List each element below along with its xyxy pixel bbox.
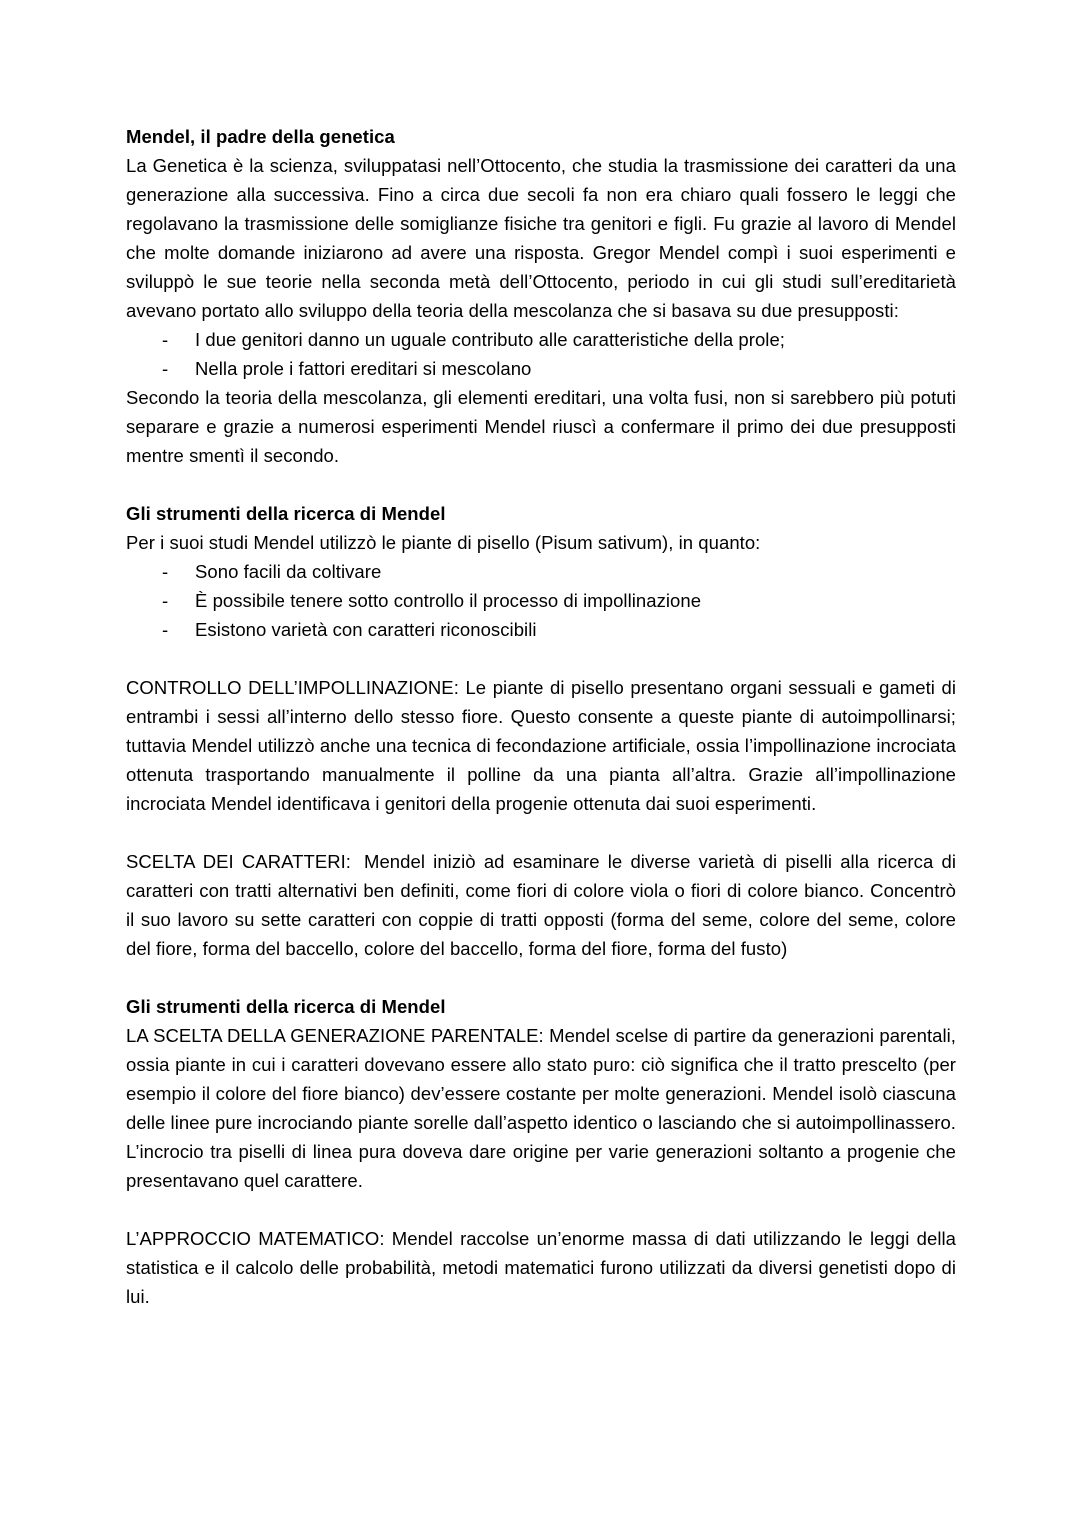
section-scelta-caratteri-paragraph [126, 847, 956, 963]
list-item [126, 615, 956, 644]
paragraph-spacer [126, 644, 956, 673]
list-item-label: Esistono varietà con caratteri riconoscibili [195, 619, 537, 640]
paragraph-spacer [126, 470, 956, 499]
bullet-dash-icon: - [162, 561, 169, 582]
list-item-label: I due genitori danno un uguale contributo alle caratteristiche della prole; [195, 329, 785, 350]
list-item-label: È possibile tenere sotto controllo il processo di impollinazione [195, 590, 702, 611]
bullet-dash-icon: - [162, 619, 169, 640]
list-item-label: Sono facili da coltivare [195, 561, 382, 582]
paragraph-spacer [126, 1195, 956, 1224]
section-heading-strumenti-ricerca-1: Gli strumenti della ricerca di Mendel [126, 503, 446, 524]
document-body [126, 122, 956, 1311]
paragraph-spacer [126, 818, 956, 847]
section-1-paragraph-2: Secondo la teoria della mescolanza, gli elementi ereditari, una volta fusi, non si sarebbero più potuti separare e grazie a numerosi esperimenti Mendel riuscì a confermare il primo dei due presupposti mentre smentì il secondo. [126, 387, 956, 466]
section-approccio-matematico-paragraph: L’APPROCCIO MATEMATICO: Mendel raccolse un’enorme massa di dati utilizzando le leggi della statistica e il calcolo delle probabilità, metodi matematici furono utilizzati da diversi genetisti dopo di lui. [126, 1228, 956, 1307]
list-item [126, 557, 956, 586]
list-item-label: Nella prole i fattori ereditari si mescolano [195, 358, 532, 379]
bullet-dash-icon: - [162, 358, 169, 379]
section-heading-strumenti-ricerca-2: Gli strumenti della ricerca di Mendel [126, 996, 446, 1017]
paragraph-spacer [126, 963, 956, 992]
section-1-paragraph-1: La Genetica è la scienza, sviluppatasi nell’Ottocento, che studia la trasmissione dei caratteri da una generazione alla successiva. Fino a circa due secoli fa non era chiaro quali fossero le leggi che regolavano la trasmissione delle somiglianze fisiche tra genitori e figli. Fu grazie al lavoro di Mendel che molte domande iniziarono ad avere una risposta. Gregor Mendel compì i suoi esperimenti e sviluppò le sue teorie nella seconda metà dell’Ottocento, periodo in cui gli studi sull’ereditarietà avevano portato allo sviluppo della teoria della mescolanza che si basava su due presupposti: [126, 155, 956, 321]
list-item [126, 586, 956, 615]
section-2-paragraph-1: Per i suoi studi Mendel utilizzò le piante di pisello (Pisum sativum), in quanto: [126, 532, 761, 553]
section-1-bullet-list [126, 325, 956, 383]
bullet-dash-icon: - [162, 329, 169, 350]
section-heading-mendel-padre-genetica: Mendel, il padre della genetica [126, 126, 395, 147]
section-2-bullet-list [126, 557, 956, 644]
section-5-paragraph-1: LA SCELTA DELLA GENERAZIONE PARENTALE: Mendel scelse di partire da generazioni parentali, ossia piante in cui i caratteri dovevano essere allo stato puro: ciò significa che il tratto prescelto (per esempio il colore del fiore bianco) dev’essere costante per molte generazioni. Mendel isolò ciascuna delle linee pure incrociando piante sorelle dall’aspetto identico o lasciando che si autoimpollinassero. L’incrocio tra piselli di linea pura doveva dare origine per varie generazioni soltanto a progenie che presentavano quel carattere. [126, 1025, 956, 1191]
section-scelta-caratteri-text: Mendel iniziò ad esaminare le diverse varietà di piselli alla ricerca di caratteri con tratti alternativi ben definiti, come fiori di colore viola o fiori di colore bianco. Concentrò il suo lavoro su sette caratteri con coppie di tratti opposti (forma del seme, colore del seme, colore del fiore, forma del baccello, colore del baccello, forma del fiore, forma del fusto) [126, 851, 956, 959]
bullet-dash-icon: - [162, 590, 169, 611]
section-controllo-impollinazione-paragraph: CONTROLLO DELL’IMPOLLINAZIONE: Le piante di pisello presentano organi sessuali e gameti di entrambi i sessi all’interno dello stesso fiore. Questo consente a queste piante di autoimpollinarsi; tuttavia Mendel utilizzò anche una tecnica di fecondazione artificiale, ossia l’impollinazione incrociata ottenuta trasportando manualmente il polline da una pianta all’altra. Grazie all’impollinazione incrociata Mendel identificava i genitori della progenie ottenuta dai suoi esperimenti. [126, 677, 956, 814]
section-scelta-caratteri-label: SCELTA DEI CARATTERI: [126, 851, 351, 872]
list-item [126, 354, 956, 383]
list-item [126, 325, 956, 354]
